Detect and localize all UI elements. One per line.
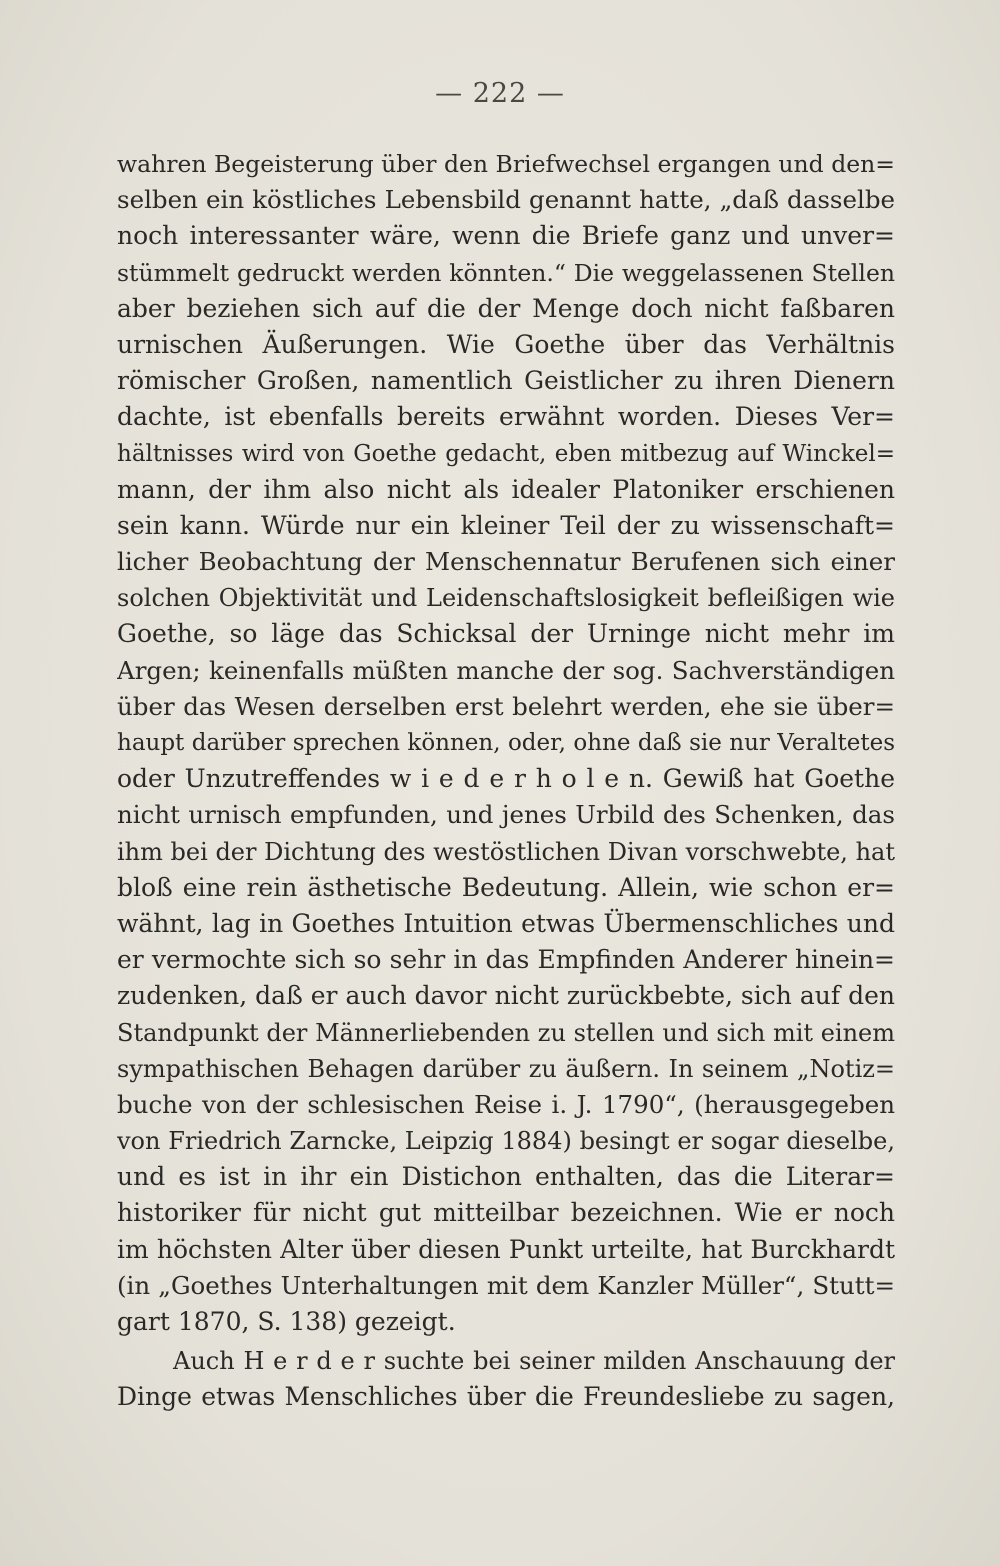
text-line: gart 1870, S. 138) gezeigt. [117, 1307, 456, 1336]
text-line: zudenken, daß er auch davor nicht zurückbebte, sich auf den [117, 981, 895, 1011]
text-line: nicht urnisch empfunden, und jenes Urbild des Schenken, das [117, 800, 895, 830]
text-line: historiker für nicht gut mitteilbar bezeichnen. Wie er noch [117, 1198, 895, 1228]
text-line: sein kann. Würde nur ein kleiner Teil der zu wissenschaft= [117, 510, 895, 540]
text-line: Standpunkt der Männerliebenden zu stellen und sich mit einem [117, 1018, 895, 1047]
text-line: über das Wesen derselben erst belehrt werden, ehe sie über= [117, 691, 895, 721]
text-line: Dinge etwas Menschliches über die Freundesliebe zu sagen, [117, 1382, 895, 1412]
text-line: buche von der schlesischen Reise i. J. 1790“, (herausgegeben [117, 1089, 895, 1119]
text-line: (in „Goethes Unterhaltungen mit dem Kanzler Müller“, Stutt= [117, 1270, 895, 1300]
text-line: selben ein köstliches Lebensbild genannt hatte, „daß dasselbe [117, 185, 895, 215]
text-line: urnischen Äußerungen. Wie Goethe über das Verhältnis [117, 329, 895, 359]
paragraph [117, 146, 895, 1340]
text-line: haupt darüber sprechen können, oder, ohne daß sie nur Veraltetes [117, 730, 895, 756]
text-line: dachte, ist ebenfalls bereits erwähnt worden. Dieses Ver= [117, 402, 895, 432]
text-line: bloß eine rein ästhetische Bedeutung. Allein, wie schon er= [117, 872, 895, 902]
text-line: und es ist in ihr ein Distichon enthalten, das die Literar= [117, 1162, 895, 1192]
text-line: mann, der ihm also nicht als idealer Platoniker erschienen [117, 474, 895, 504]
text-line: er vermochte sich so sehr in das Empfinden Anderer hinein= [117, 945, 895, 975]
text-line: noch interessanter wäre, wenn die Briefe ganz und unver= [117, 221, 895, 251]
text-line: licher Beobachtung der Menschennatur Berufenen sich einer [117, 547, 895, 577]
text-line: sympathischen Behagen darüber zu äußern. In seinem „Notiz= [117, 1054, 895, 1083]
body-text [117, 146, 895, 1416]
text-line: wähnt, lag in Goethes Intuition etwas Übermenschliches und [117, 908, 895, 938]
text-line: von Friedrich Zarncke, Leipzig 1884) besingt er sogar dieselbe, [117, 1127, 895, 1156]
text-line: Auch H e r d e r suchte bei seiner milden Anschauung der [173, 1347, 895, 1376]
text-line: Argen; keinenfalls müßten manche der sog. Sachverständigen [117, 655, 895, 685]
page-number: — 222 — [435, 78, 565, 109]
text-line: Goethe, so läge das Schicksal der Urninge nicht mehr im [117, 619, 895, 649]
text-line: oder Unzutreffendes w i e d e r h o l e n. Gewiß hat Goethe [117, 764, 895, 794]
text-line: hältnisses wird von Goethe gedacht, eben mitbezug auf Winckel= [117, 440, 895, 467]
text-line: ihm bei der Dichtung des westöstlichen Divan vorschwebte, hat [117, 837, 895, 866]
text-line: aber beziehen sich auf die der Menge doch nicht faßbaren [117, 293, 895, 323]
text-line: römischer Großen, namentlich Geistlicher zu ihren Dienern [117, 366, 895, 396]
text-line: wahren Begeisterung über den Briefwechsel ergangen und den= [117, 150, 895, 178]
paragraph [117, 1343, 895, 1415]
text-line: im höchsten Alter über diesen Punkt urteilte, hat Burckhardt [117, 1234, 895, 1264]
text-line: stümmelt gedruckt werden könnten.“ Die weggelassenen Stellen [117, 258, 895, 287]
text-line: solchen Objektivität und Leidenschaftslosigkeit befleißigen wie [117, 584, 895, 613]
